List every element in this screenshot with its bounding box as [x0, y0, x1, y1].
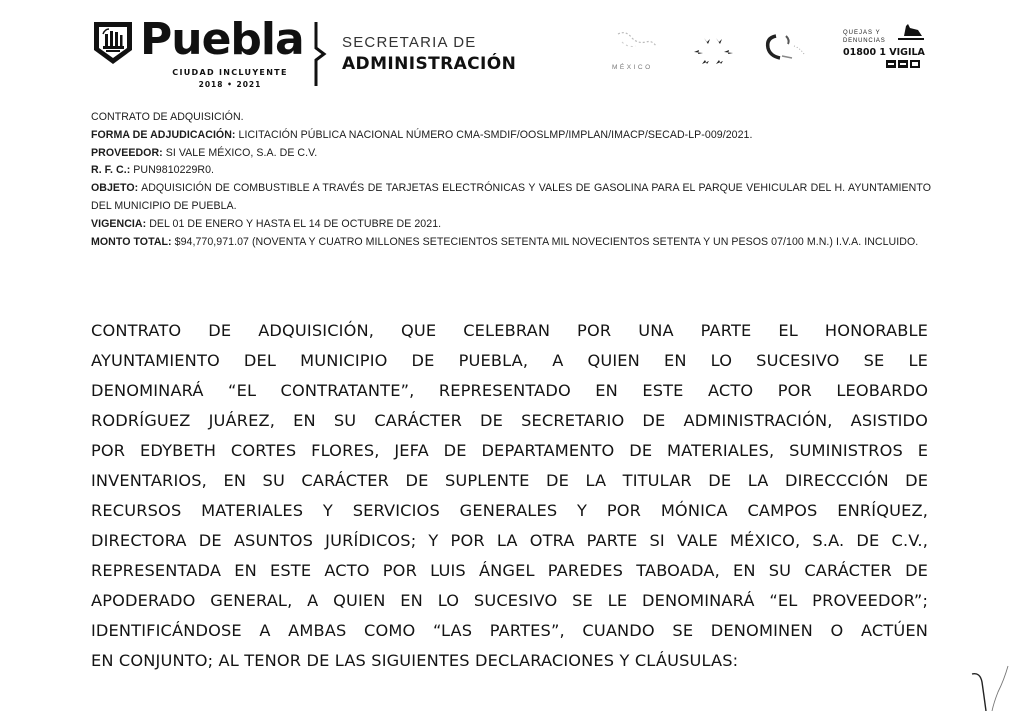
paragraph-line: RODRÍGUEZ JUÁREZ, EN SU CARÁCTER DE SECRETARIO DE ADMINISTRACIÓN, ASISTIDO	[91, 411, 929, 430]
mexico-logo-label: MÉXICO	[612, 64, 653, 71]
paragraph-line: EN CONJUNTO; AL TENOR DE LAS SIGUIENTES DECLARACIONES Y CLÁUSULAS:	[91, 651, 739, 670]
field-value: PUN9810229R0.	[130, 164, 215, 177]
mexico-eagle-icon	[608, 28, 668, 62]
field-label: R. F. C.:	[91, 164, 131, 177]
administracion-label: ADMINISTRACIÓN	[342, 54, 517, 74]
field-value: SI VALE MÉXICO, S.A. DE C.V.	[162, 146, 318, 159]
field-value: LICITACIÓN PÚBLICA NACIONAL NÚMERO CMA-SMDIF/OOSLMP/IMPLAN/IMACP/SECAD-LP-009/2021.	[235, 128, 753, 141]
secretaria-label: SECRETARIA DE	[342, 34, 477, 51]
vigila-hotline-logo	[843, 30, 933, 80]
paragraph-line: RECURSOS MATERIALES Y SERVICIOS GENERALES Y POR MÓNICA CAMPOS ENRÍQUEZ,	[91, 501, 928, 520]
paragraph-line: INVENTARIOS, EN SU CARÁCTER DE SUPLENTE DE LA TITULAR DE LA DIRECCCIÓN DE	[91, 471, 929, 490]
paragraph-line: DENOMINARÁ “EL CONTRATANTE”, REPRESENTADO EN ESTE ACTO POR LEOBARDO	[91, 381, 929, 400]
summary-field-monto-total	[91, 234, 931, 252]
logo-subtitle: CIUDAD INCLUYENTE	[172, 68, 288, 77]
summary-field-objeto	[91, 180, 931, 216]
paragraph-line: AYUNTAMIENTO DEL MUNICIPIO DE PUEBLA, A QUIEN EN LO SUCESIVO SE LE	[91, 351, 928, 370]
summary-field-proveedor	[91, 145, 951, 163]
field-label: MONTO TOTAL:	[91, 235, 172, 248]
field-value: ADQUISICIÓN DE COMBUSTIBLE A TRAVÉS DE TARJETAS ELECTRÓNICAS Y VALES DE GASOLINA PARA EL PARQUE VEHICULAR DEL H. AYUNTAMIENTO DEL MUNICIPIO DE PUEBLA.	[91, 182, 931, 212]
vigila-line2: DENUNCIAS	[843, 38, 886, 44]
signature-mark-icon	[960, 660, 1020, 711]
field-label: PROVEEDOR:	[91, 146, 163, 159]
vigila-number: 01800 1 VIGILA	[843, 47, 925, 58]
star-emblem-icon	[690, 34, 734, 74]
contract-summary	[91, 109, 951, 251]
contract-opening-paragraph	[91, 316, 928, 676]
paragraph-line: APODERADO GENERAL, A QUIEN EN LO SUCESIVO SE LE DENOMINARÁ “EL PROVEEDOR”;	[91, 591, 929, 610]
puebla-logo-wordmark: Puebla	[140, 14, 304, 65]
logo-years: 2018 • 2021	[198, 80, 262, 89]
paragraph-line: IDENTIFICÁNDOSE A AMBAS COMO “LAS PARTES”, CUANDO SE DENOMINEN O ACTÚEN	[91, 621, 929, 640]
summary-title: CONTRATO DE ADQUISICIÓN.	[91, 111, 244, 123]
field-label: VIGENCIA:	[91, 217, 147, 230]
brace-divider-icon	[312, 22, 328, 86]
field-value: $94,770,971.07 (NOVENTA Y CUATRO MILLONES SETECIENTOS SETENTA MIL NOVECIENTOS SETENTA Y UN PESOS 07/100 M.N.) I.V.A. INCLUIDO.	[171, 235, 919, 248]
summary-field-vigencia	[91, 216, 951, 234]
c-emblem-icon	[760, 30, 808, 64]
paragraph-line: DIRECTORA DE ASUNTOS JURÍDICOS; Y POR LA OTRA PARTE SI VALE MÉXICO, S.A. DE C.V.,	[91, 531, 928, 550]
flags-icon	[886, 60, 922, 68]
summary-field-adjudicacion	[91, 127, 951, 145]
puebla-shield-icon	[92, 20, 134, 66]
paragraph-line: POR EDYBETH CORTES FLORES, JEFA DE DEPARTAMENTO DE MATERIALES, SUMINISTROS E	[91, 441, 929, 460]
paragraph-line: REPRESENTADA EN ESTE ACTO POR LUIS ÁNGEL PAREDES TABOADA, EN SU CARÁCTER DE	[91, 561, 929, 580]
mexico-logo	[608, 28, 668, 72]
summary-field-rfc	[91, 162, 951, 180]
document-header	[0, 0, 1024, 105]
boat-icon	[898, 24, 924, 44]
field-value: DEL 01 DE ENERO Y HASTA EL 14 DE OCTUBRE DE 2021.	[146, 217, 442, 230]
vigila-line1: QUEJAS Y	[843, 30, 881, 36]
paragraph-line: CONTRATO DE ADQUISICIÓN, QUE CELEBRAN POR UNA PARTE EL HONORABLE	[91, 321, 928, 340]
field-label: FORMA DE ADJUDICACIÓN:	[91, 128, 236, 141]
field-label: OBJETO:	[91, 182, 139, 195]
